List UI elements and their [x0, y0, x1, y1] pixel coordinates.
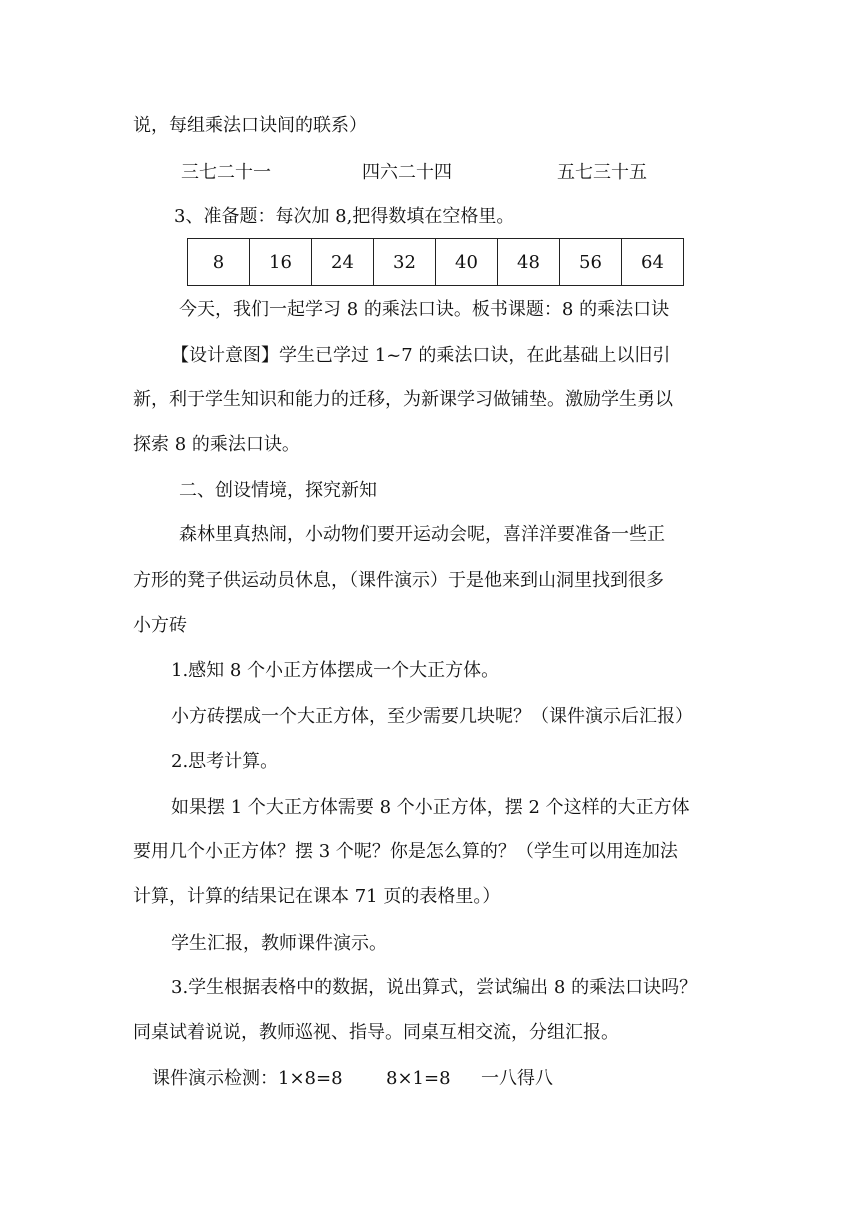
paragraph-line: 森林里真热闹，小动物们要开运动会呢，喜洋洋要准备一些正: [179, 524, 665, 545]
paragraph-line: 要用几个小正方体？摆 3 个呢？你是怎么算的？（学生可以用连加法: [133, 841, 678, 862]
table-cell: 32: [374, 239, 436, 286]
paragraph-line: 同桌试着说说，教师巡视、指导。同桌互相交流，分组汇报。: [133, 1022, 619, 1043]
section-heading: 二、创设情境，探究新知: [179, 480, 377, 501]
table-cell: 48: [498, 239, 560, 286]
paragraph-line: 说，每组乘法口诀间的联系）: [133, 115, 367, 136]
rhyme-item: 五七三十五: [557, 162, 647, 183]
check-item: 一八得八: [481, 1068, 553, 1089]
paragraph-line: 小方砖: [133, 615, 187, 636]
paragraph-line: 计算，计算的结果记在课本 71 页的表格里。）: [133, 886, 501, 907]
paragraph-line: 3、准备题：每次加 8,把得数填在空格里。: [174, 206, 515, 227]
check-row: [0, 1066, 860, 1092]
paragraph-line: 小方砖摆成一个大正方体，至少需要几块呢？（课件演示后汇报）: [171, 706, 693, 727]
table-row: [188, 239, 684, 286]
paragraph-line: 2.思考计算。: [171, 751, 279, 772]
paragraph-line: 3.学生根据表格中的数据，说出算式，尝试编出 8 的乘法口诀吗？: [171, 977, 698, 998]
paragraph-line: 如果摆 1 个大正方体需要 8 个小正方体，摆 2 个这样的大正方体: [171, 797, 690, 818]
table-cell: 64: [622, 239, 684, 286]
check-item: 课件演示检测：1×8=8: [152, 1068, 343, 1089]
rhyme-row: [0, 160, 860, 186]
paragraph-line: 探索 8 的乘法口诀。: [133, 434, 300, 455]
table-cell: 40: [436, 239, 498, 286]
table-cell: 24: [312, 239, 374, 286]
rhyme-item: 四六二十四: [362, 162, 452, 183]
paragraph-line: 新，利于学生知识和能力的迁移，为新课学习做铺垫。激励学生勇以: [133, 389, 673, 410]
rhyme-item: 三七二十一: [181, 162, 271, 183]
paragraph-line: 【设计意图】学生已学过 1~7 的乘法口诀，在此基础上以旧引: [171, 345, 671, 366]
paragraph-line: 方形的凳子供运动员休息，（课件演示）于是他来到山洞里找到很多: [133, 570, 664, 591]
table-cell: 56: [560, 239, 622, 286]
table-cell: 8: [188, 239, 250, 286]
paragraph-line: 1.感知 8 个小正方体摆成一个大正方体。: [171, 660, 500, 681]
table-cell: 16: [250, 239, 312, 286]
paragraph-line: 今天，我们一起学习 8 的乘法口诀。板书课题：8 的乘法口诀: [179, 299, 670, 320]
check-item: 8×1=8: [386, 1068, 451, 1089]
paragraph-line: 学生汇报，教师课件演示。: [171, 933, 387, 954]
sequence-table: [187, 238, 684, 286]
